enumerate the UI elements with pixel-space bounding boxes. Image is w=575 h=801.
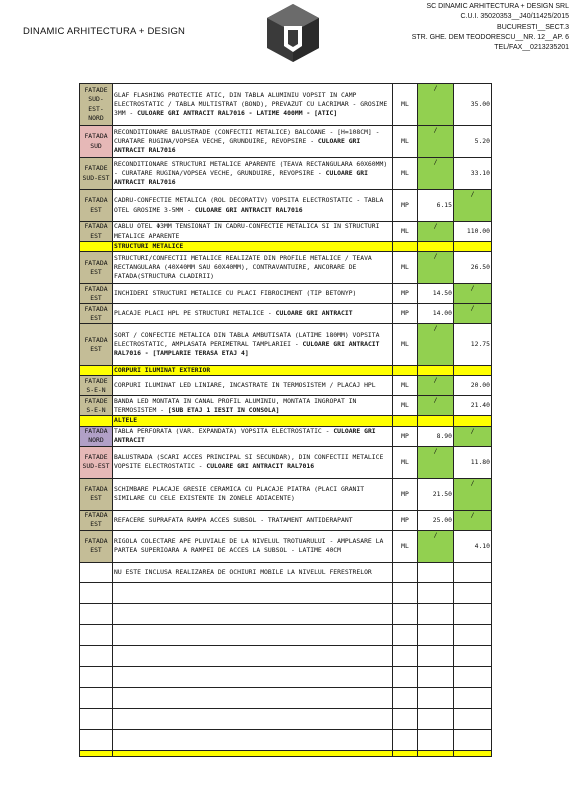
description-cell xyxy=(113,126,393,158)
note-right-cell xyxy=(454,562,492,582)
note-loc-cell xyxy=(80,562,113,582)
section-header xyxy=(80,366,492,376)
company-logo-icon xyxy=(262,2,324,64)
section-title: STRUCTURI METALICE xyxy=(113,242,393,252)
company-city: BUCURESTI__SECT.3 xyxy=(497,23,569,31)
quantity-a-cell: / xyxy=(418,396,454,416)
quantity-b-cell: / xyxy=(454,284,492,304)
quantity-b-cell: 21.40 xyxy=(454,396,492,416)
quantity-a-cell: / xyxy=(418,324,454,366)
quantity-b-cell: 20.00 xyxy=(454,376,492,396)
location-cell: FATADA EST xyxy=(80,222,113,242)
description-text: RIGOLA COLECTARE APE PLUVIALE DE LA NIVELUL TROTUARULUI - AMPLASARE LA PARTEA SUPERIOARA A RAMPEI DE ACCES LA SUBSOL - LATIME 40CM xyxy=(114,536,384,555)
description-bold-text: CULOARE GRI ANTRACIT RAL7016 xyxy=(114,136,361,155)
description-bold-text: CULOARE GRI ANTRACIT RAL7016 - LATIME 400MM - [ATIC] xyxy=(137,109,338,118)
unit-cell: ML xyxy=(393,324,418,366)
description-text: STRUCTURI/CONFECTII METALICE REALIZATE DIN PROFILE METALICE / TEAVA RECTANGULARA (40X40MM SAU 60X40MM), CONTRAVANTUIRE, ANCORARE DE FATADA(STRUCTURA CLADIRII) xyxy=(114,253,372,281)
unit-cell: MP xyxy=(393,510,418,530)
location-cell: FATADA EST xyxy=(80,304,113,324)
location-cell: FATADA EST xyxy=(80,510,113,530)
description-bold-text: [SUB ETAJ 1 IESIT IN CONSOLA] xyxy=(167,405,280,414)
table-row xyxy=(80,376,492,396)
works-table xyxy=(79,83,492,757)
unit-cell: MP xyxy=(393,190,418,222)
unit-cell: MP xyxy=(393,284,418,304)
section-mid-cell xyxy=(418,416,454,426)
empty-row xyxy=(80,708,492,729)
empty-row xyxy=(80,645,492,666)
company-name: SC DINAMIC ARHITECTURA + DESIGN SRL xyxy=(426,3,569,10)
section-right-cell xyxy=(454,416,492,426)
description-cell xyxy=(113,426,393,446)
section-loc-cell xyxy=(80,366,113,376)
table-row xyxy=(80,426,492,446)
section-right-cell xyxy=(454,366,492,376)
table-row xyxy=(80,222,492,242)
empty-row xyxy=(80,582,492,603)
section-header xyxy=(80,242,492,252)
description-cell xyxy=(113,530,393,562)
description-cell xyxy=(113,478,393,510)
table-row xyxy=(80,510,492,530)
quantity-a-cell: / xyxy=(418,126,454,158)
location-cell: FATADA EST xyxy=(80,284,113,304)
unit-cell: MP xyxy=(393,426,418,446)
quantity-a-cell: / xyxy=(418,222,454,242)
table-row xyxy=(80,84,492,126)
quantity-a-cell: 8.90 xyxy=(418,426,454,446)
location-cell: FATADA EST xyxy=(80,324,113,366)
quantity-b-cell: 11.80 xyxy=(454,446,492,478)
unit-cell: MP xyxy=(393,304,418,324)
description-cell xyxy=(113,284,393,304)
quantity-b-cell: 12.75 xyxy=(454,324,492,366)
table-row xyxy=(80,478,492,510)
description-text: BALUSTRADA (SCARI ACCES PRINCIPAL SI SECUNDAR), DIN CONFECTII METALICE VOPSITE ELECTROSTATIC - xyxy=(114,452,384,471)
location-cell: FATADE SUD-EST xyxy=(80,446,113,478)
section-unit-cell xyxy=(393,416,418,426)
quantity-b-cell: 5.20 xyxy=(454,126,492,158)
description-text: SCHIMBARE PLACAJE GRESIE CERAMICA CU PLACAJE PIATRA (PLACI GRANIT SIMILARE CU CELE EXISTENTE IN ZONELE ADIACENTE) xyxy=(114,484,365,503)
company-phone: TEL/FAX__0213235201 xyxy=(494,44,569,52)
quantity-a-cell: 6.15 xyxy=(418,190,454,222)
empty-row xyxy=(80,687,492,708)
quantity-b-cell: 35.00 xyxy=(454,84,492,126)
unit-cell: ML xyxy=(393,530,418,562)
unit-cell: ML xyxy=(393,222,418,242)
section-loc-cell xyxy=(80,416,113,426)
section-header xyxy=(80,416,492,426)
description-text: PLACAJE PLACI HPL PE STRUCTURI METALICE - xyxy=(114,309,276,318)
note-row xyxy=(80,562,492,582)
section-mid-cell xyxy=(418,242,454,252)
empty-row xyxy=(80,603,492,624)
description-text: CADRU-CONFECTIE METALICA (ROL DECORATIV) VOPSITA ELECTROSTATIC - TABLA OTEL GROSIME 3-5MM - xyxy=(114,196,384,214)
quantity-a-cell: / xyxy=(418,376,454,396)
description-cell xyxy=(113,84,393,126)
table-row xyxy=(80,252,492,284)
description-text: INCHIDERI STRUCTURI METALICE CU PLACI FIBROCIMENT (TIP BETONYP) xyxy=(114,289,357,298)
note-mid-cell xyxy=(418,562,454,582)
note-unit-cell xyxy=(393,562,418,582)
description-bold-text: CULOARE GRI ANTRACIT RAL7016 xyxy=(114,168,368,187)
location-cell: FATADA EST xyxy=(80,252,113,284)
quantity-b-cell: 110.00 xyxy=(454,222,492,242)
quantity-b-cell: / xyxy=(454,426,492,446)
location-cell: FATADE SUD-EST-NORD xyxy=(80,84,113,126)
unit-cell: MP xyxy=(393,478,418,510)
description-text: RECONDITIONARE BALUSTRADE (CONFECTII METALICE) BALCOANE - [H=108CM] - CURATARE RUGINA/VOPSEA VECHE, GRUNDUIRE, REVOPSIRE - xyxy=(114,127,380,145)
location-cell: FATADA EST xyxy=(80,478,113,510)
section-mid-cell xyxy=(418,366,454,376)
quantity-a-cell: / xyxy=(418,252,454,284)
table-row xyxy=(80,158,492,190)
quantity-b-cell: 33.10 xyxy=(454,158,492,190)
table-row xyxy=(80,446,492,478)
description-bold-text: CULOARE GRI ANTRACIT RAL7016 - [TAMPLARIE TERASA ETAJ 4] xyxy=(114,340,380,358)
table-row xyxy=(80,324,492,366)
section-unit-cell xyxy=(393,366,418,376)
description-bold-text: CULOARE GRI ANTRACIT xyxy=(114,426,376,445)
quantity-b-cell: 26.50 xyxy=(454,252,492,284)
company-info xyxy=(412,2,569,53)
description-cell xyxy=(113,222,393,242)
location-cell: FATADA EST xyxy=(80,530,113,562)
description-cell xyxy=(113,324,393,366)
section-title: ALTELE xyxy=(113,416,393,426)
description-cell xyxy=(113,304,393,324)
description-cell xyxy=(113,396,393,416)
description-text: REFACERE SUPRAFATA RAMPA ACCES SUBSOL - TRATAMENT ANTIDERAPANT xyxy=(114,515,353,524)
unit-cell: ML xyxy=(393,252,418,284)
location-cell: FATADA EST xyxy=(80,190,113,222)
empty-row xyxy=(80,729,492,750)
description-text: SORT / CONFECTIE METALICA DIN TABLA AMBUTISATA (LATIME 180MM) VOPSITA ELECTROSTATIC, AMPLASATA PERIMETRAL TAMPLARIEI - xyxy=(114,330,380,349)
unit-cell: ML xyxy=(393,158,418,190)
location-cell: FATADA NORD xyxy=(80,426,113,446)
description-text: GLAF FLASHING PROTECTIE ATIC, DIN TABLA ALUMINIU VOPSIT IN CAMP ELECTROSTATIC / TABLA MULTISTRAT (BOND), PREVAZUT CU LACRIMAR - GROSIME 3MM - xyxy=(114,90,388,118)
quantity-a-cell: 21.50 xyxy=(418,478,454,510)
quantity-a-cell: 14.00 xyxy=(418,304,454,324)
section-loc-cell xyxy=(80,242,113,252)
quantity-b-cell: / xyxy=(454,190,492,222)
section-unit-cell xyxy=(393,242,418,252)
table-row xyxy=(80,126,492,158)
table-row xyxy=(80,284,492,304)
table-row xyxy=(80,530,492,562)
description-text: TABLA PERFORATA (VAR. EXPANDATA) VOPSITA ELECTROSTATIC - xyxy=(114,426,334,435)
quantity-a-cell: / xyxy=(418,530,454,562)
quantity-a-cell: 14.50 xyxy=(418,284,454,304)
description-text: CORPURI ILUMINAT LED LINIARE, INCASTRATE IN TERMOSISTEM / PLACAJ HPL xyxy=(114,381,376,390)
location-cell: FATADE SUD-EST xyxy=(80,158,113,190)
unit-cell: ML xyxy=(393,446,418,478)
company-street: STR. GHE. DEM TEODORESCU__NR. 12__AP. 6 xyxy=(411,33,569,41)
description-cell xyxy=(113,446,393,478)
description-cell xyxy=(113,510,393,530)
quantity-b-cell: / xyxy=(454,510,492,530)
brand-name: DINAMIC ARHITECTURA + DESIGN xyxy=(23,26,186,37)
description-cell xyxy=(113,190,393,222)
description-text: RECONDITIONARE STRUCTURI METALICE APARENTE (TEAVA RECTANGULARA 60X60MM) - CURATARE RUGINA/VOPSEA VECHE, GRUNDUIRE, REVOPSIRE - xyxy=(114,159,388,177)
unit-cell: ML xyxy=(393,84,418,126)
table-row xyxy=(80,190,492,222)
location-cell: FATADE S-E-N xyxy=(80,396,113,416)
quantity-a-cell: / xyxy=(418,84,454,126)
table-row xyxy=(80,304,492,324)
quantity-a-cell: / xyxy=(418,446,454,478)
location-cell: FATADE S-E-N xyxy=(80,376,113,396)
unit-cell: ML xyxy=(393,126,418,158)
description-bold-text: CULOARE GRI ANTRACIT RAL7016 xyxy=(206,462,315,471)
table-row xyxy=(80,396,492,416)
empty-row xyxy=(80,624,492,645)
quantity-a-cell: 25.00 xyxy=(418,510,454,530)
location-cell: FATADA SUD xyxy=(80,126,113,158)
quantity-a-cell: / xyxy=(418,158,454,190)
description-cell xyxy=(113,252,393,284)
quantity-b-cell: / xyxy=(454,478,492,510)
description-cell xyxy=(113,376,393,396)
description-bold-text: CULOARE GRI ANTRACIT RAL7016 xyxy=(194,205,303,214)
description-text: BANDA LED MONTATA IN CANAL PROFIL ALUMINIU, MONTATA INGROPAT IN TERMOSISTEM - xyxy=(114,396,357,414)
company-cui: C.U.I. 35020353__J40/11425/2015 xyxy=(460,13,569,21)
quantity-b-cell: / xyxy=(454,304,492,324)
description-bold-text: CULOARE GRI ANTRACIT xyxy=(275,309,353,318)
section-right-cell xyxy=(454,242,492,252)
unit-cell: ML xyxy=(393,396,418,416)
empty-row xyxy=(80,666,492,687)
section-title: CORPURI ILUMINAT EXTERIOR xyxy=(113,366,393,376)
footer-row xyxy=(80,750,492,756)
description-text: CABLU OTEL Φ3MM TENSIONAT IN CADRU-CONFECTIE METALICA SI IN STRUCTURI METALICE APARENTE xyxy=(114,222,380,240)
note-text: NU ESTE INCLUSA REALIZAREA DE OCHIURI MOBILE LA NIVELUL FERESTRELOR xyxy=(113,562,393,582)
quantity-b-cell: 4.10 xyxy=(454,530,492,562)
unit-cell: ML xyxy=(393,376,418,396)
description-cell xyxy=(113,158,393,190)
